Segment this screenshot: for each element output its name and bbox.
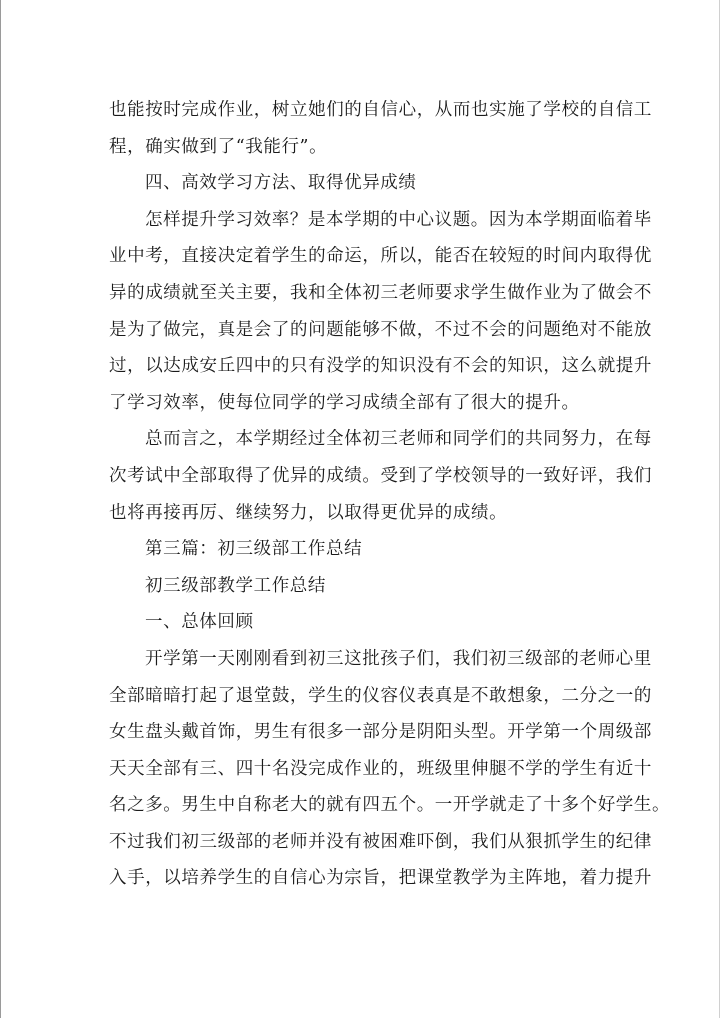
text-line: 总而言之，本学期经过全体初三老师和同学们的共同努力，在每 bbox=[145, 429, 652, 450]
document-body bbox=[109, 92, 671, 897]
section-heading: 一、总体回顾 bbox=[145, 612, 254, 633]
text-line: 是为了做完，真是会了的问题能够不做，不过不会的问题绝对不能放 bbox=[109, 319, 652, 340]
section-heading: 四、高效学习方法、取得优异成绩 bbox=[145, 173, 417, 194]
chapter-title: 第三篇：初三级部工作总结 bbox=[145, 539, 363, 560]
document-subtitle: 初三级部教学工作总结 bbox=[145, 575, 326, 596]
text-line: 异的成绩就至关主要，我和全体初三老师要求学生做作业为了做会不 bbox=[109, 282, 652, 303]
text-line: 过，以达成安丘四中的只有没学的知识没有不会的知识，这么就提升 bbox=[109, 356, 652, 377]
text-line: 怎样提升学习效率？是本学期的中心议题。因为本学期面临着毕 bbox=[145, 209, 652, 230]
text-line: 女生盘头戴首饰，男生有很多一部分是阴阳头型。开学第一个周级部 bbox=[109, 722, 652, 743]
text-line: 也将再接再厉、继续努力，以取得更优异的成绩。 bbox=[109, 502, 508, 523]
text-line: 入手，以培养学生的自信心为宗旨，把课堂教学为主阵地，着力提升 bbox=[109, 868, 652, 889]
text-line: 了学习效率，使每位同学的学习成绩全部有了很大的提升。 bbox=[109, 392, 580, 413]
text-line: 也能按时完成作业，树立她们的自信心，从而也实施了学校的自信工 bbox=[109, 100, 652, 120]
text-line: 全部暗暗打起了退堂鼓，学生的仪容仪表真是不敢想象，二分之一的 bbox=[109, 685, 652, 706]
text-line: 开学第一天刚刚看到初三这批孩子们，我们初三级部的老师心里 bbox=[145, 648, 652, 669]
text-line: 业中考，直接决定着学生的命运，所以，能否在较短的时间内取得优 bbox=[109, 246, 652, 267]
text-line: 程，确实做到了“我能行”。 bbox=[109, 136, 328, 157]
text-line: 不过我们初三级部的老师并没有被困难吓倒，我们从狠抓学生的纪律 bbox=[109, 831, 652, 852]
text-line: 名之多。男生中自称老大的就有四五个。一开学就走了十多个好学生。 bbox=[109, 795, 671, 816]
text-line: 天天全部有三、四十名没完成作业的，班级里伸腿不学的学生有近十 bbox=[109, 758, 652, 779]
text-line: 次考试中全部取得了优异的成绩。受到了学校领导的一致好评，我们 bbox=[109, 465, 652, 486]
